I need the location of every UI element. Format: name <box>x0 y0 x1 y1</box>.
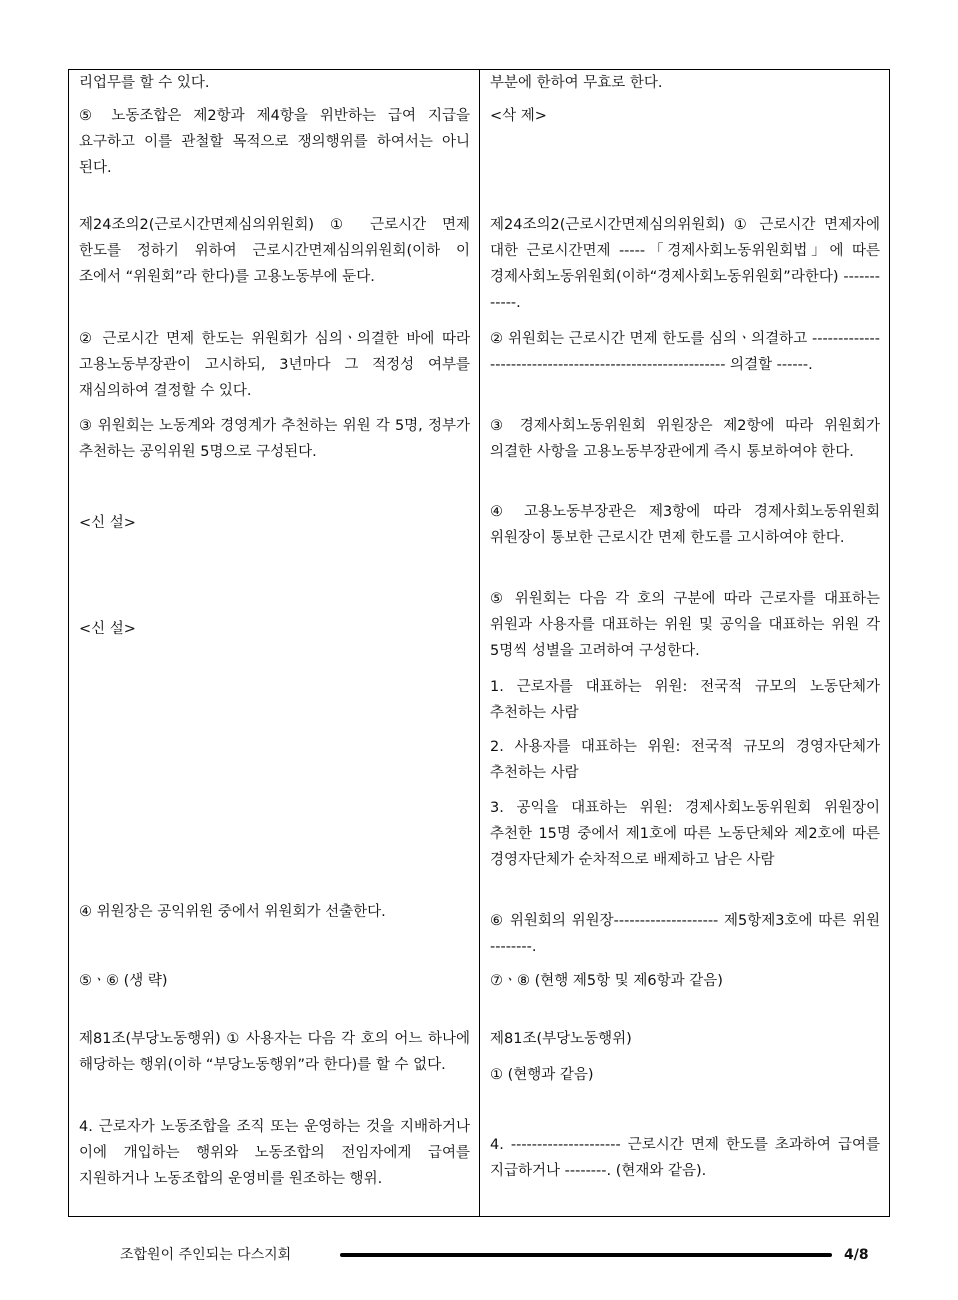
right-paragraph: 1. 근로자를 대표하는 위원: 전국적 규모의 노동단체가 추천하는 사람 <box>490 679 880 721</box>
footer-organization: 조합원이 주인되는 다스지회 <box>120 1247 292 1263</box>
amendment-column <box>480 70 889 1216</box>
right-paragraph: ⑦ㆍ⑧ (현행 제5항 및 제6항과 같음) <box>490 973 723 989</box>
left-paragraph: 4. 근로자가 노동조합을 조직 또는 운영하는 것을 지배하거나 이에 개입하는 행위와 노동조합의 전임자에게 급여를 지원하거나 노동조합의 운영비를 원조하는 행위. <box>79 1119 470 1187</box>
right-paragraph: ⑥ 위원회의 위원장-------------------- 제5항제3호에 따른 위원 --------. <box>490 913 880 955</box>
right-paragraph: 부분에 한하여 무효로 한다. <box>490 75 663 91</box>
right-paragraph: 2. 사용자를 대표하는 위원: 전국적 규모의 경영자단체가 추천하는 사람 <box>490 739 880 781</box>
right-paragraph: 제24조의2(근로시간면제심의위원회) ① 근로시간 면제자에 대한 근로시간면제 -----「경제사회노동위원회법」에 따른 경제사회노동위원회(이하“경제사회노동위원회”라한다) ------------. <box>490 217 880 311</box>
left-paragraph: ② 근로시간 면제 한도는 위원회가 심의ㆍ의결한 바에 따라 고용노동부장관이 고시하되, 3년마다 그 적정성 여부를 재심의하여 결정할 수 있다. <box>79 331 470 399</box>
left-paragraph: 제81조(부당노동행위) ① 사용자는 다음 각 호의 어느 하나에 해당하는 행위(이하 “부당노동행위”라 한다)를 할 수 없다. <box>79 1031 470 1073</box>
left-paragraph: ③ 위원회는 노동계와 경영계가 추천하는 위원 각 5명, 정부가 추천하는 공익위원 5명으로 구성된다. <box>79 418 470 460</box>
page-number: 4/8 <box>844 1247 869 1263</box>
right-paragraph: 3. 공익을 대표하는 위원: 경제사회노동위원회 위원장이 추천한 15명 중에서 제1호에 따른 노동단체와 제2호에 따른 경영자단체가 순차적으로 배제하고 남은 사람 <box>490 800 880 868</box>
right-paragraph: ③ 경제사회노동위원회 위원장은 제2항에 따라 위원회가 의결한 사항을 고용노동부장관에게 즉시 통보하여야 한다. <box>490 418 880 460</box>
left-paragraph: ④ 위원장은 공익위원 중에서 위원회가 선출한다. <box>79 904 386 920</box>
comparison-table <box>68 69 890 1217</box>
right-paragraph: ⑤ 위원회는 다음 각 호의 구분에 따라 근로자를 대표하는 위원과 사용자를 대표하는 위원 및 공익을 대표하는 위원 각 5명씩 성별을 고려하여 구성한다. <box>490 591 880 659</box>
footer-rule <box>340 1253 832 1257</box>
left-paragraph: <신 설> <box>79 515 136 531</box>
right-paragraph: ① (현행과 같음) <box>490 1067 594 1083</box>
left-paragraph: ⑤ㆍ⑥ (생 략) <box>79 973 168 989</box>
right-paragraph: ④ 고용노동부장관은 제3항에 따라 경제사회노동위원회 위원장이 통보한 근로시간 면제 한도를 고시하여야 한다. <box>490 504 880 546</box>
right-paragraph: <삭 제> <box>490 108 547 124</box>
left-paragraph: ⑤ 노동조합은 제2항과 제4항을 위반하는 급여 지급을 요구하고 이를 관철할 목적으로 쟁의행위를 하여서는 아니 된다. <box>79 108 470 176</box>
left-paragraph: <신 설> <box>79 621 136 637</box>
right-paragraph: ② 위원회는 근로시간 면제 한도를 심의ㆍ의결하고 ---------------------------------------------------------- 의결할 ------. <box>490 331 880 373</box>
left-paragraph: 제24조의2(근로시간면제심의위원회) ① 근로시간 면제 한도를 정하기 위하여 근로시간면제심의위원회(이하 이 조에서 “위원회”라 한다)를 고용노동부에 둔다. <box>79 217 470 285</box>
right-paragraph: 제81조(부당노동행위) <box>490 1031 632 1047</box>
current-law-column <box>69 70 479 1216</box>
left-paragraph: 리업무를 할 수 있다. <box>79 75 210 91</box>
page-footer <box>0 1240 958 1270</box>
right-paragraph: 4. --------------------- 근로시간 면제 한도를 초과하여 급여를 지급하거나 --------. (현재와 같음). <box>490 1137 880 1179</box>
